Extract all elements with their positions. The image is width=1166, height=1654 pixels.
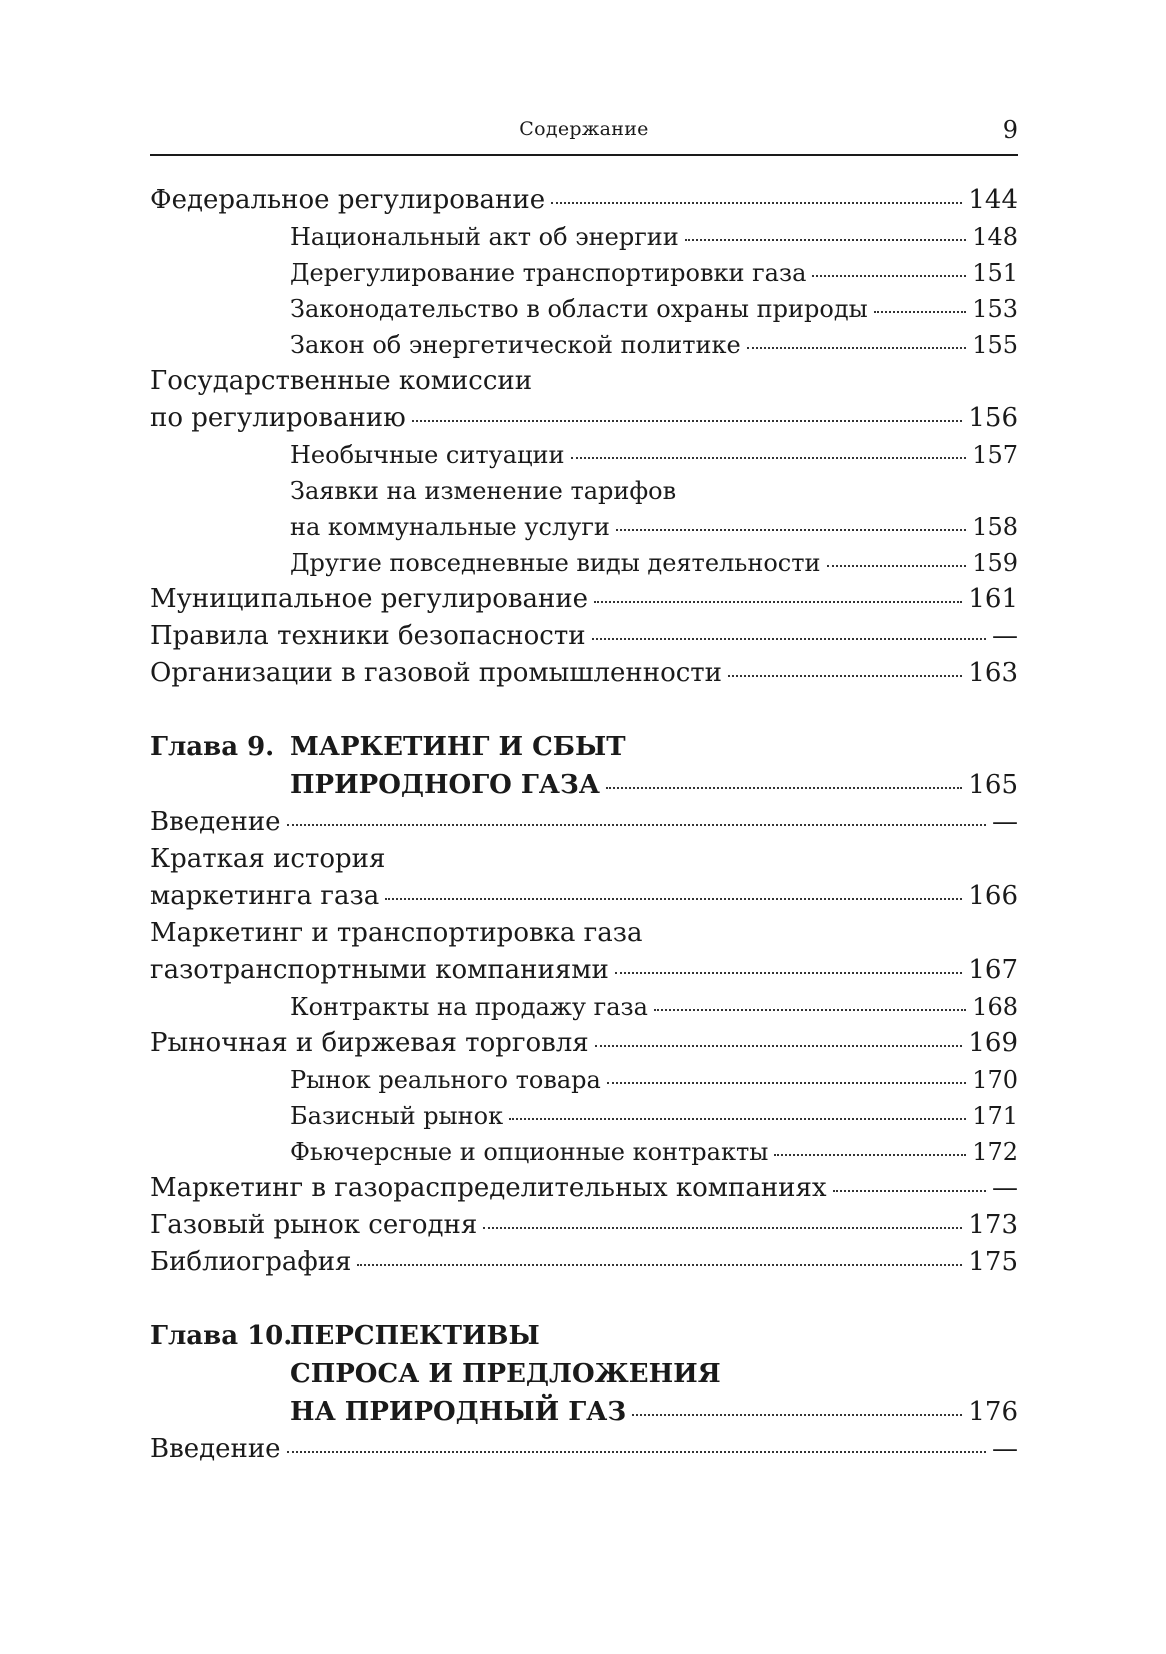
toc-line xyxy=(150,841,1018,878)
toc-line xyxy=(150,327,1018,363)
toc-line xyxy=(150,581,1018,618)
toc-entry-title: Законодательство в области охраны природы xyxy=(290,295,868,323)
toc-line xyxy=(150,437,1018,473)
chapter-title: СПРОСА И ПРЕДЛОЖЕНИЯ xyxy=(290,1359,721,1389)
dot-leader xyxy=(774,1154,966,1156)
toc-entry[interactable] xyxy=(150,182,1018,219)
chapter-title: ПЕРСПЕКТИВЫ xyxy=(290,1321,540,1351)
toc-line xyxy=(150,618,1018,655)
toc-entry-title: Базисный рынок xyxy=(290,1102,504,1130)
toc-entry[interactable] xyxy=(150,915,1018,989)
dot-leader xyxy=(592,638,986,640)
toc-line xyxy=(150,655,1018,692)
dot-leader xyxy=(747,347,967,349)
dot-leader xyxy=(606,787,962,789)
toc-entry-title: Муниципальное регулирование xyxy=(150,584,589,614)
toc-entry[interactable] xyxy=(150,545,1018,581)
toc-line xyxy=(150,545,1018,581)
dot-leader xyxy=(874,311,966,313)
toc-line xyxy=(150,952,1018,989)
toc-entry[interactable] xyxy=(150,841,1018,915)
toc-page-number: 166 xyxy=(968,881,1018,911)
chapter-title-line xyxy=(150,1355,1018,1393)
dot-leader xyxy=(412,420,963,422)
toc-entry[interactable] xyxy=(150,655,1018,692)
toc-entry[interactable] xyxy=(150,1134,1018,1170)
chapter-page-number: 165 xyxy=(968,770,1018,800)
dot-leader xyxy=(287,824,986,826)
toc-line xyxy=(150,509,1018,545)
toc-section-list xyxy=(150,182,1018,692)
dot-leader xyxy=(357,1264,962,1266)
toc-page-number: 163 xyxy=(968,658,1018,688)
toc-entry-title: Библиография xyxy=(150,1247,352,1277)
toc-line xyxy=(150,1134,1018,1170)
toc-entry[interactable] xyxy=(150,255,1018,291)
toc-line xyxy=(150,1431,1018,1468)
chapter-page-number: 176 xyxy=(968,1397,1018,1427)
toc-line xyxy=(150,1098,1018,1134)
toc-entry-title: Рыночная и биржевая торговля xyxy=(150,1028,589,1058)
toc-entry[interactable] xyxy=(150,473,1018,545)
toc-entry-title: Маркетинг и транспортировка газа xyxy=(150,918,643,948)
toc-line xyxy=(150,1025,1018,1062)
toc-page-number: 171 xyxy=(972,1102,1018,1130)
chapter-9-heading[interactable] xyxy=(150,728,1018,804)
toc-line xyxy=(150,1244,1018,1281)
toc-entry-title: Заявки на изменение тарифов xyxy=(290,477,677,505)
dot-leader xyxy=(616,529,966,531)
dot-leader xyxy=(827,565,967,567)
toc-entry-title: маркетинга газа xyxy=(150,881,380,911)
dot-leader xyxy=(607,1082,966,1084)
toc-entry-title: Дерегулирование транспортировки газа xyxy=(290,259,807,287)
toc-entry-title: Закон об энергетической политике xyxy=(290,331,741,359)
chapter-title: НА ПРИРОДНЫЙ ГАЗ xyxy=(290,1397,627,1427)
toc-entry-title: Необычные ситуации xyxy=(290,441,565,469)
chapter-title: МАРКЕТИНГ И СБЫТ xyxy=(290,732,626,762)
toc-line xyxy=(150,915,1018,952)
toc-entry[interactable] xyxy=(150,618,1018,655)
toc-entry[interactable] xyxy=(150,1062,1018,1098)
toc-entry-title: Федеральное регулирование xyxy=(150,185,546,215)
toc-line xyxy=(150,989,1018,1025)
toc-entry[interactable] xyxy=(150,1098,1018,1134)
toc-line xyxy=(150,1207,1018,1244)
toc-line xyxy=(150,291,1018,327)
toc-entry-title: Государственные комиссии xyxy=(150,366,533,396)
dot-leader xyxy=(615,972,963,974)
dot-leader xyxy=(728,675,962,677)
chapter-title-line xyxy=(150,1393,1018,1431)
toc-entry[interactable] xyxy=(150,363,1018,437)
dot-leader xyxy=(595,1045,963,1047)
chapter-title-line xyxy=(150,766,1018,804)
toc-entry-title: Рынок реального товара xyxy=(290,1066,601,1094)
toc-entry-title: Контракты на продажу газа xyxy=(290,993,648,1021)
dot-leader xyxy=(551,202,962,204)
toc-page-number: — xyxy=(992,1434,1018,1464)
toc-entry-title: Другие повседневные виды деятельности xyxy=(290,549,821,577)
toc-line xyxy=(150,473,1018,509)
toc-page-number: — xyxy=(992,807,1018,837)
toc-entry-title: Организации в газовой промышленности xyxy=(150,658,723,688)
toc-line xyxy=(150,219,1018,255)
chapter-title-line xyxy=(150,728,1018,766)
toc-entry[interactable] xyxy=(150,804,1018,841)
toc-page-number: 161 xyxy=(968,584,1018,614)
toc-line xyxy=(150,804,1018,841)
toc-page-number: 170 xyxy=(972,1066,1018,1094)
dot-leader xyxy=(685,239,966,241)
dot-leader xyxy=(571,457,967,459)
toc-page-number: 144 xyxy=(968,185,1018,215)
dot-leader xyxy=(509,1118,966,1120)
toc-line xyxy=(150,182,1018,219)
toc-page-number: 167 xyxy=(968,955,1018,985)
toc-line xyxy=(150,255,1018,291)
dot-leader xyxy=(385,898,962,900)
toc-entry[interactable] xyxy=(150,219,1018,255)
toc-page-number: 157 xyxy=(972,441,1018,469)
dot-leader xyxy=(833,1190,986,1192)
toc-page-number: — xyxy=(992,621,1018,651)
toc-entry-title: на коммунальные услуги xyxy=(290,513,610,541)
toc-entry[interactable] xyxy=(150,1431,1018,1468)
toc-entry[interactable] xyxy=(150,1244,1018,1281)
toc-entry[interactable] xyxy=(150,1025,1018,1062)
toc-entry-title: Правила техники безопасности xyxy=(150,621,586,651)
toc-entry-title: Фьючерсные и опционные контракты xyxy=(290,1138,769,1166)
toc-entry[interactable] xyxy=(150,1207,1018,1244)
toc-page-number: 153 xyxy=(972,295,1018,323)
toc-page-number: 173 xyxy=(968,1210,1018,1240)
chapter-10-heading[interactable] xyxy=(150,1317,1018,1431)
toc-entry[interactable] xyxy=(150,437,1018,473)
toc-entry[interactable] xyxy=(150,581,1018,618)
toc-line xyxy=(150,1170,1018,1207)
page-number: 9 xyxy=(1002,116,1018,144)
running-title: Содержание xyxy=(519,118,649,140)
toc-page-number: 159 xyxy=(972,549,1018,577)
toc-page-number: 169 xyxy=(968,1028,1018,1058)
toc-page-number: 172 xyxy=(972,1138,1018,1166)
toc-entry[interactable] xyxy=(150,327,1018,363)
toc-entry-title: Маркетинг в газораспределительных компаниях xyxy=(150,1173,827,1203)
toc-page-number: 155 xyxy=(972,331,1018,359)
chapter-9-entries xyxy=(150,804,1018,1281)
dot-leader xyxy=(812,275,966,277)
toc-page-number: — xyxy=(992,1173,1018,1203)
toc-entry-title: по регулированию xyxy=(150,403,406,433)
dot-leader xyxy=(632,1414,962,1416)
chapter-label: Глава 9. xyxy=(150,732,275,762)
toc-line xyxy=(150,1062,1018,1098)
toc-line xyxy=(150,400,1018,437)
toc-entry[interactable] xyxy=(150,989,1018,1025)
dot-leader xyxy=(287,1451,986,1453)
toc-entry-title: Введение xyxy=(150,807,281,837)
dot-leader xyxy=(654,1009,966,1011)
chapter-title-line xyxy=(150,1317,1018,1355)
toc-entry-title: Национальный акт об энергии xyxy=(290,223,679,251)
toc-entry-title: Газовый рынок сегодня xyxy=(150,1210,478,1240)
chapter-label: Глава 10. xyxy=(150,1321,293,1351)
dot-leader xyxy=(483,1227,962,1229)
toc-line xyxy=(150,363,1018,400)
toc-entry-title: Введение xyxy=(150,1434,281,1464)
toc-line xyxy=(150,878,1018,915)
toc-page-number: 151 xyxy=(972,259,1018,287)
chapter-title: ПРИРОДНОГО ГАЗА xyxy=(290,770,600,800)
toc-page-number: 156 xyxy=(968,403,1018,433)
running-head xyxy=(150,118,1018,156)
table-of-contents xyxy=(150,182,1018,1468)
toc-page-number: 168 xyxy=(972,993,1018,1021)
toc-page-number: 158 xyxy=(972,513,1018,541)
toc-entry[interactable] xyxy=(150,291,1018,327)
toc-page-number: 148 xyxy=(972,223,1018,251)
toc-page-number: 175 xyxy=(968,1247,1018,1277)
toc-entry[interactable] xyxy=(150,1170,1018,1207)
dot-leader xyxy=(594,601,962,603)
toc-entry-title: Краткая история xyxy=(150,844,386,874)
chapter-10-entries xyxy=(150,1431,1018,1468)
toc-entry-title: газотранспортными компаниями xyxy=(150,955,609,985)
